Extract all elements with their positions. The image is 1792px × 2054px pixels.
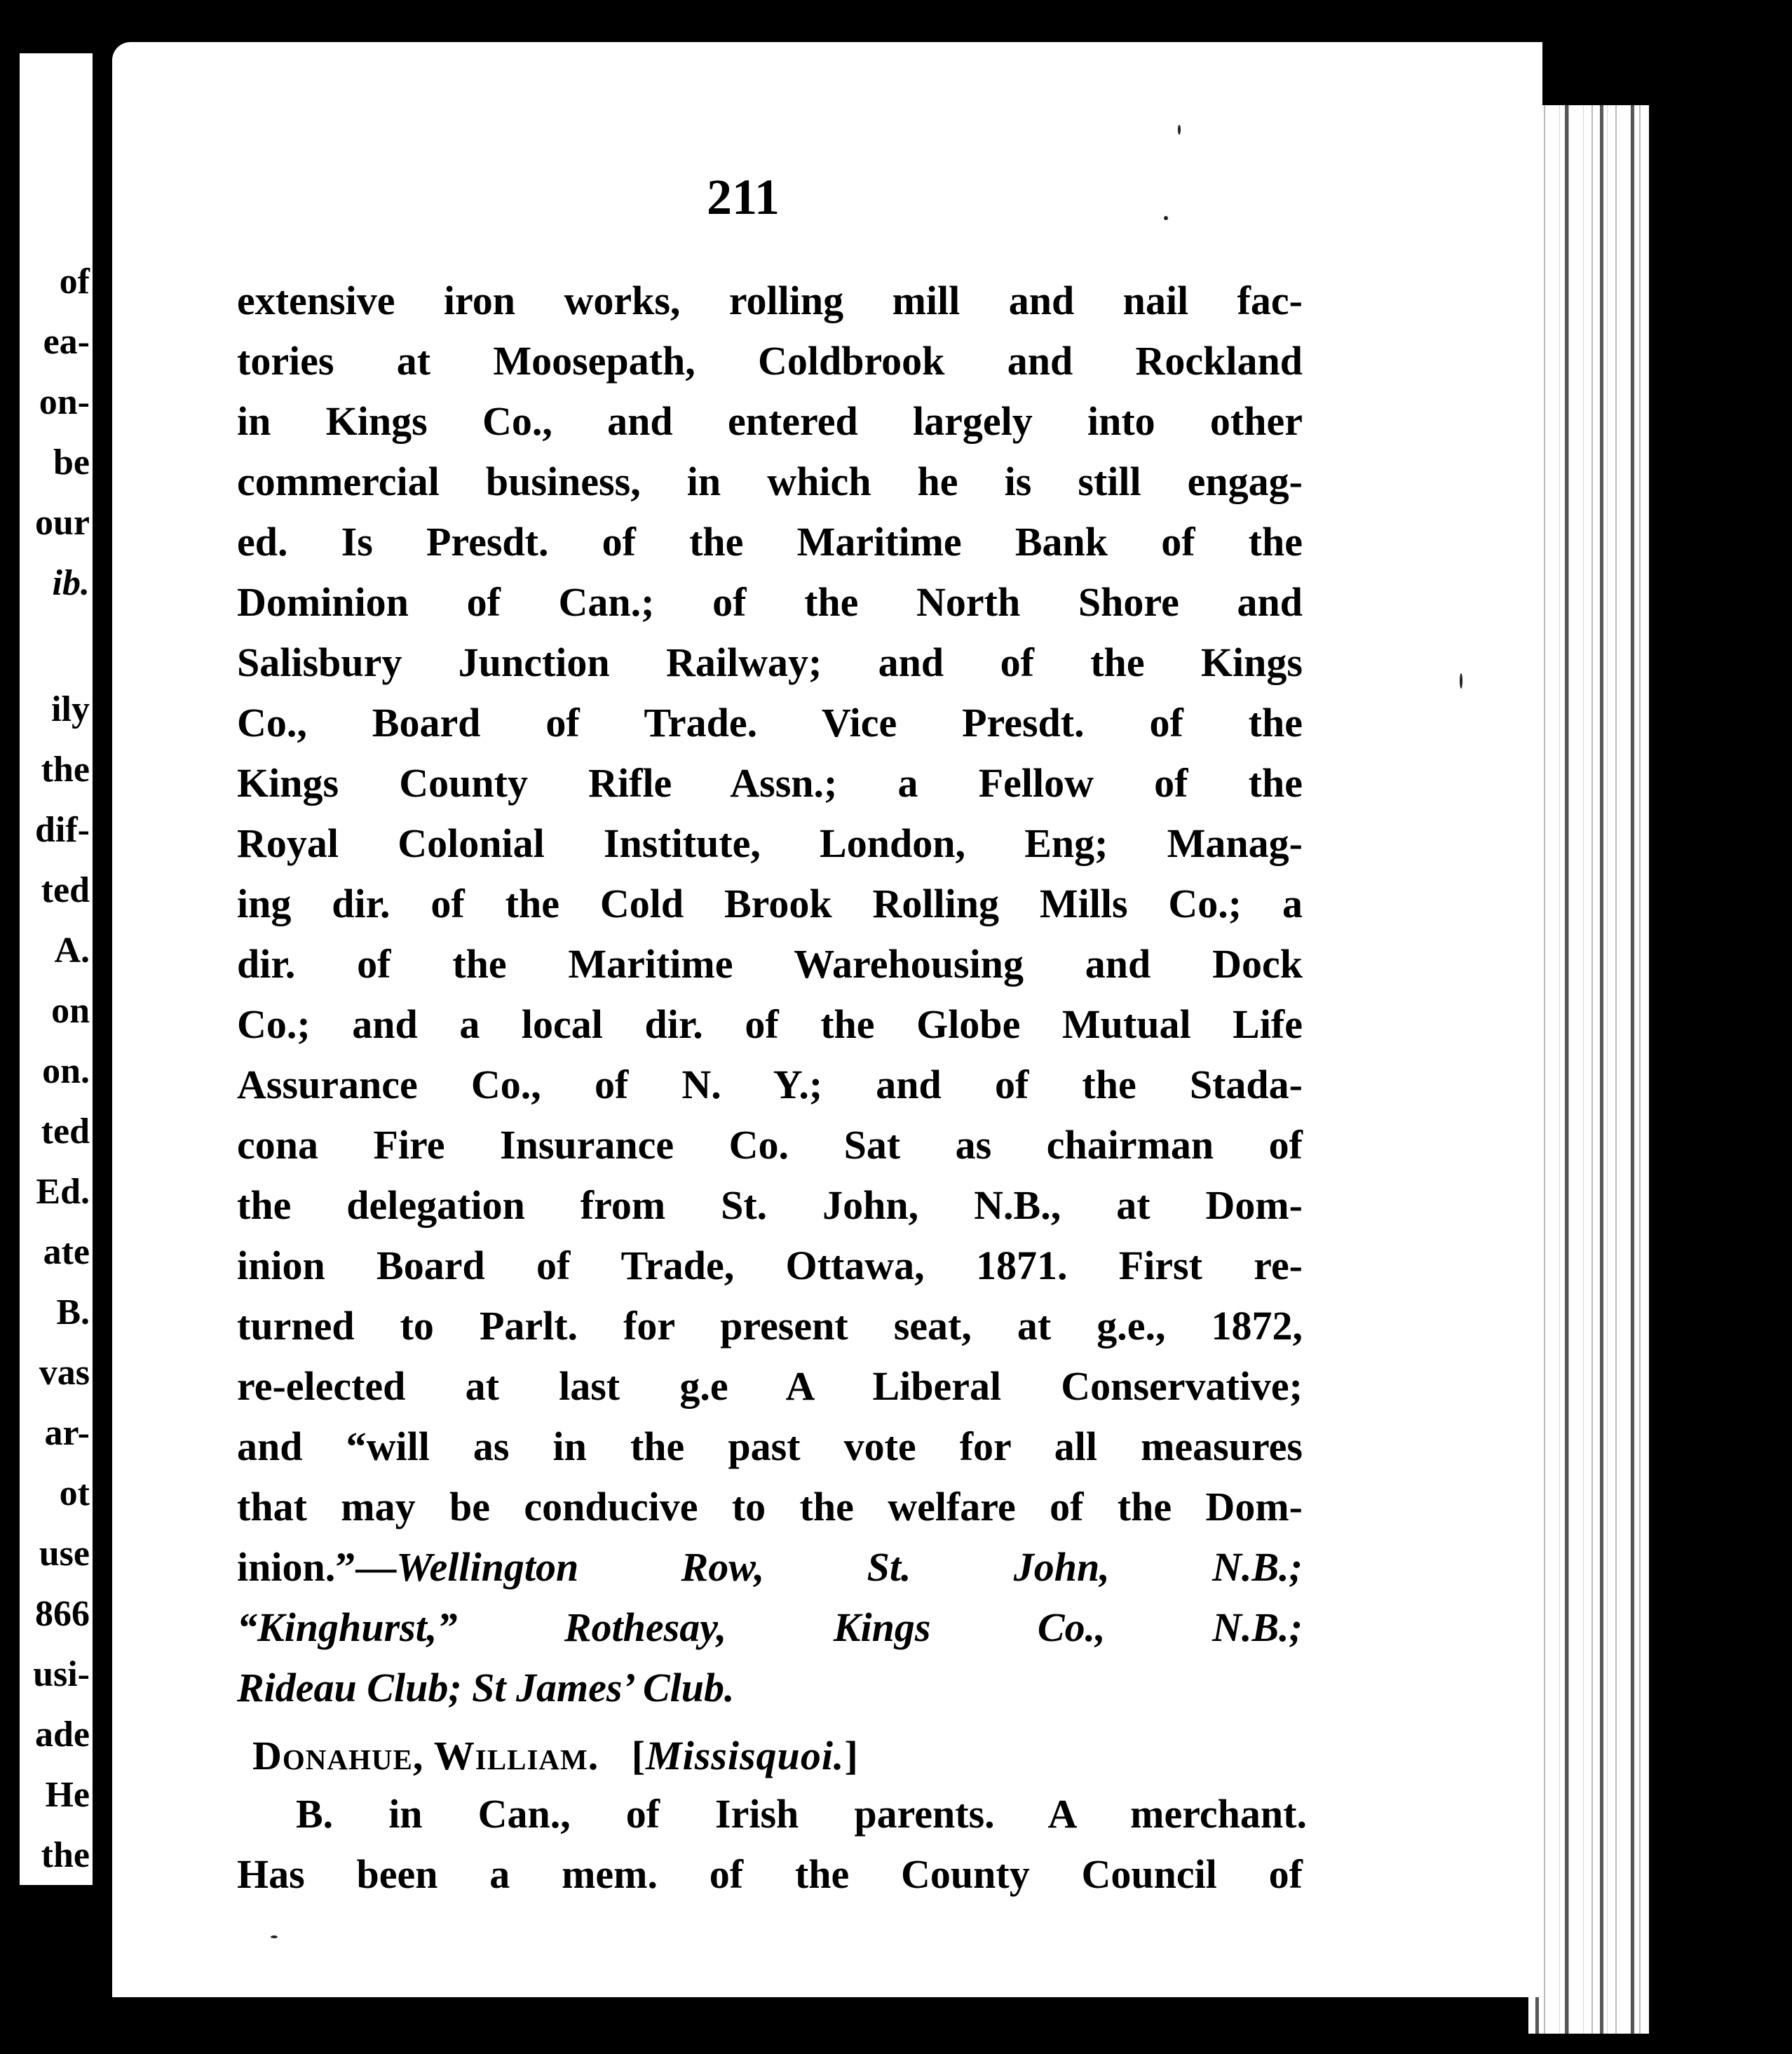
text-line: the delegation from St. John, N.B., at Dom- [237,1182,1303,1228]
margin-fragment: use [39,1534,90,1574]
margin-fragment: ade [35,1715,90,1755]
ink-speck [1460,673,1462,689]
text-line: Co., Board of Trade. Vice Presdt. of the [237,700,1303,745]
text-line: in Kings Co., and entered largely into other [237,398,1303,444]
ink-speck [271,1935,278,1938]
margin-fragment: on. [42,1051,90,1091]
margin-fragment: our [35,503,90,543]
entry-heading [252,1732,859,1779]
text-line: cona Fire Insurance Co. Sat as chairman of [237,1122,1303,1168]
ink-speck [1178,125,1181,135]
text-line: Kings County Rifle Assn.; a Fellow of the [237,760,1303,806]
margin-fragment: dif- [35,810,90,850]
text-line: that may be conducive to the welfare of the Dom- [237,1484,1303,1529]
margin-fragment: Ed. [36,1172,90,1212]
page-number: 211 [707,169,780,225]
text-line: tories at Moosepath, Coldbrook and Rockland [237,338,1303,384]
margin-fragment: the [41,1835,90,1875]
bracket: ] [844,1733,859,1778]
text-line: Co.; and a local dir. of the Globe Mutual Life [237,1001,1303,1047]
margin-fragment: ar- [44,1413,90,1453]
margin-fragment: A. [54,931,90,971]
text-line: turned to Parlt. for present seat, at g.e., 1872, [237,1303,1303,1349]
margin-fragment: ted [41,1112,90,1151]
page-edge-line [1565,105,1568,2034]
margin-fragment: of [59,262,90,302]
text-line: Dominion of Can.; of the North Shore and [237,579,1303,625]
text-fragment: inion.”— [237,1544,397,1590]
margin-fragment: ate [43,1232,90,1272]
margin-fragment: the [41,750,90,790]
text-line: commercial business, in which he is still engag- [237,459,1303,504]
entry-name: Donahue, William. [252,1733,599,1778]
text-line: B. in Can., of Irish parents. A merchant. [296,1791,1307,1837]
bracket: [ [631,1733,646,1778]
entry-constituency: Missisquoi. [646,1733,845,1778]
text-line: extensive iron works, rolling mill and nail fac- [237,278,1303,323]
margin-fragment: ily [51,689,90,729]
page-edge-line [1600,105,1603,2034]
text-line: dir. of the Maritime Warehousing and Dock [237,941,1303,987]
margin-fragment: usi- [33,1654,90,1694]
address-line: Rideau Club; St James’ Club. [237,1665,735,1710]
text-line: Royal Colonial Institute, London, Eng; Manag- [237,820,1303,866]
address-line: “Kinghurst,” Rothesay, Kings Co., N.B.; [237,1604,1303,1650]
page-edge-line [1631,105,1634,2034]
text-line [237,1544,1303,1590]
margin-fragment: ot [59,1473,90,1513]
margin-fragment: He [45,1775,90,1815]
margin-fragment: 866 [35,1594,90,1634]
text-line: and “will as in the past vote for all measures [237,1424,1303,1469]
ink-speck [1164,216,1168,220]
margin-fragment: on- [39,382,90,422]
margin-fragment: ea- [43,322,90,362]
margin-fragment: ted [41,870,90,910]
margin-fragment: B. [56,1292,90,1332]
margin-fragment: ib. [52,563,90,603]
book-page [112,42,1542,1997]
text-line: ing dir. of the Cold Brook Rolling Mills Co.; a [237,881,1303,926]
text-line: Salisbury Junction Railway; and of the Kings [237,640,1303,685]
text-line: Assurance Co., of N. Y.; and of the Stada- [237,1062,1303,1107]
text-line: ed. Is Presdt. of the Maritime Bank of the [237,519,1303,565]
text-line: inion Board of Trade, Ottawa, 1871. First re- [237,1243,1303,1288]
address-italic: Wellington Row, St. John, N.B.; [396,1544,1303,1590]
text-line: Has been a mem. of the County Council of [237,1851,1303,1897]
margin-fragment: on [51,991,90,1031]
margin-fragment: vas [39,1353,90,1393]
facing-page-margin [20,53,93,1885]
text-line: re-elected at last g.e A Liberal Conservative; [237,1363,1303,1409]
margin-fragment: be [53,442,90,482]
